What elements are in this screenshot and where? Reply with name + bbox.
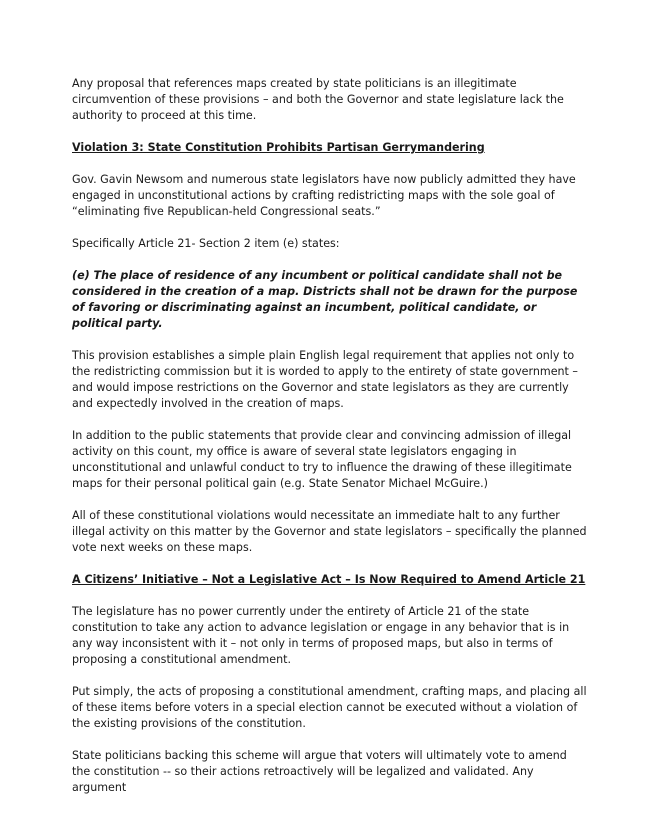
paragraph-circumvention: Any proposal that references maps created by state politicians is an illegitimate circumvention of these provisions – and both the Governor and state legislature lack the authority to proceed at this time. bbox=[72, 77, 564, 122]
paragraph-public-statements: In addition to the public statements that provide clear and convincing admission of illegal activity on this count, my office is aware of several state legislators engaging in unconstitutional and unlawful conduct to try to influence the drawing of these illegitimate maps for their personal political gain (e.g. State Senator Michael McGuire.) bbox=[72, 429, 572, 490]
paragraph-immediate-halt: All of these constitutional violations would necessitate an immediate halt to any further illegal activity on this matter by the Governor and state legislators – specifically the planned vote next weeks on these maps. bbox=[72, 509, 587, 554]
paragraph-put-simply: Put simply, the acts of proposing a constitutional amendment, crafting maps, and placing all of these items before voters in a special election cannot be executed without a violation of the existing provisions of the constitution. bbox=[72, 685, 587, 730]
paragraph-plain-english-requirement: This provision establishes a simple plain English legal requirement that applies not only to the redistricting commission but it is worded to apply to the entirety of state government – and would impose restrictions on the Governor and state legislators as they are currently and expectedly involved in the creation of maps. bbox=[72, 349, 578, 410]
document-body bbox=[72, 76, 587, 812]
quote-article-21-section-2e: (e) The place of residence of any incumbent or political candidate shall not be considered in the creation of a map. Districts shall not be drawn for the purpose of favoring or discriminating against an incumbent, political candidate, or political party. bbox=[72, 269, 578, 330]
heading-violation-3: Violation 3: State Constitution Prohibits Partisan Gerrymandering bbox=[72, 141, 485, 154]
paragraph-legislature-no-power: The legislature has no power currently under the entirety of Article 21 of the state constitution to take any action to advance legislation or engage in any behavior that is in any way inconsistent with it – not only in terms of proposed maps, but also in terms of proposing a constitutional amendment. bbox=[72, 605, 570, 666]
paragraph-newsom-admission: Gov. Gavin Newsom and numerous state legislators have now publicly admitted they have engaged in unconstitutional actions by crafting redistricting maps with the sole goal of “eliminating five Republican-held Congressional seats.” bbox=[72, 173, 576, 218]
paragraph-article-21-intro: Specifically Article 21- Section 2 item (e) states: bbox=[72, 237, 340, 250]
heading-citizens-initiative: A Citizens’ Initiative – Not a Legislative Act – Is Now Required to Amend Article 21 bbox=[72, 573, 586, 586]
paragraph-retroactive-argument: State politicians backing this scheme will argue that voters will ultimately vote to amend the constitution -- so their actions retroactively will be legalized and validated. Any argument bbox=[72, 749, 567, 794]
